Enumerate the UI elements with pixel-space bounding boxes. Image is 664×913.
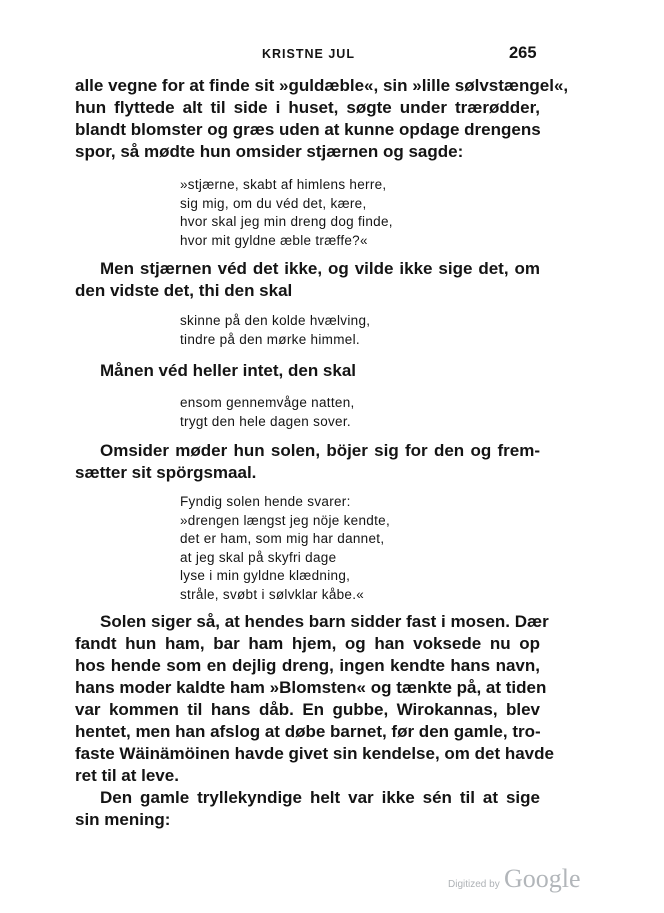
running-title: KRISTNE JUL: [262, 47, 355, 61]
verse-line: hvor skal jeg min dreng dog finde,: [180, 214, 393, 229]
text-line: Men stjærnen véd det ikke, og vilde ikke sige det, om: [100, 259, 540, 278]
text-line: sætter sit spörgsmaal.: [75, 463, 257, 482]
text-line: var kommen til hans dåb. En gubbe, Wirokannas, blev: [75, 700, 540, 719]
verse-line: »drengen længst jeg nöje kendte,: [180, 512, 390, 528]
verse-line: det er ham, som mig har dannet,: [180, 531, 385, 546]
text-line: faste Wäinämöinen havde givet sin kendelse, om det havde: [75, 744, 554, 763]
verse-line: at jeg skal på skyfri dage: [180, 549, 337, 565]
text-line: fandt hun ham, bar ham hjem, og han voksede nu op: [75, 634, 540, 653]
verse-stanza-4: [180, 493, 390, 604]
verse-line: lyse i min gyldne klædning,: [180, 568, 351, 583]
text-line: hans moder kaldte ham »Blomsten« og tænkte på, at tiden: [75, 678, 547, 697]
paragraph-5: [75, 611, 554, 787]
text-line: Den gamle tryllekyndige helt var ikke sén til at sige: [100, 788, 540, 807]
verse-line: Fyndig solen hende svarer:: [180, 494, 351, 509]
text-line: ret til at leve.: [75, 766, 179, 785]
text-line: Månen véd heller intet, den skal: [100, 361, 357, 380]
text-line: den vidste det, thi den skal: [75, 281, 293, 300]
text-line: alle vegne for at finde sit »guldæble«, sin »lille sølvstængel«,: [75, 76, 569, 95]
paragraph-6: [75, 787, 540, 831]
text-line: sin mening:: [75, 810, 171, 829]
verse-line: ensom gennemvåge natten,: [180, 395, 355, 410]
verse-line: »stjærne, skabt af himlens herre,: [180, 177, 387, 192]
verse-line: tindre på den mørke himmel.: [180, 331, 360, 347]
verse-stanza-1: [180, 176, 393, 250]
verse-line: hvor mit gyldne æble træffe?«: [180, 232, 368, 248]
text-line: blandt blomster og græs uden at kunne opdage drengens: [75, 120, 541, 139]
digitization-watermark: [448, 864, 598, 898]
text-line: Solen siger så, at hendes barn sidder fast i mosen. Dær: [100, 612, 549, 631]
page-header: [0, 44, 664, 66]
text-line: hentet, men han afslog at døbe barnet, før den gamle, tro-: [75, 722, 541, 741]
page-number: 265: [509, 44, 537, 62]
digitized-label: Digitized by: [448, 879, 500, 890]
verse-line: skinne på den kolde hvælving,: [180, 313, 371, 328]
verse-stanza-2: [180, 312, 370, 349]
google-logo: Google: [504, 864, 581, 893]
text-line: spor, så mødte hun omsider stjærnen og sagde:: [75, 142, 464, 161]
text-line: Omsider møder hun solen, böjer sig for den og frem-: [100, 441, 540, 460]
verse-line: sig mig, om du véd det, kære,: [180, 195, 367, 211]
text-line: hos hende som en dejlig dreng, ingen kendte hans navn,: [75, 656, 540, 675]
verse-line: stråle, svøbt i sølvklar kåbe.«: [180, 586, 365, 602]
paragraph-3: [75, 360, 540, 382]
text-line: hun flyttede alt til side i huset, søgte under trærødder,: [75, 98, 540, 117]
verse-stanza-3: [180, 394, 355, 431]
paragraph-4: [75, 440, 540, 484]
paragraph-2: [75, 258, 540, 302]
paragraph-1: [75, 75, 569, 163]
verse-line: trygt den hele dagen sover.: [180, 413, 351, 429]
